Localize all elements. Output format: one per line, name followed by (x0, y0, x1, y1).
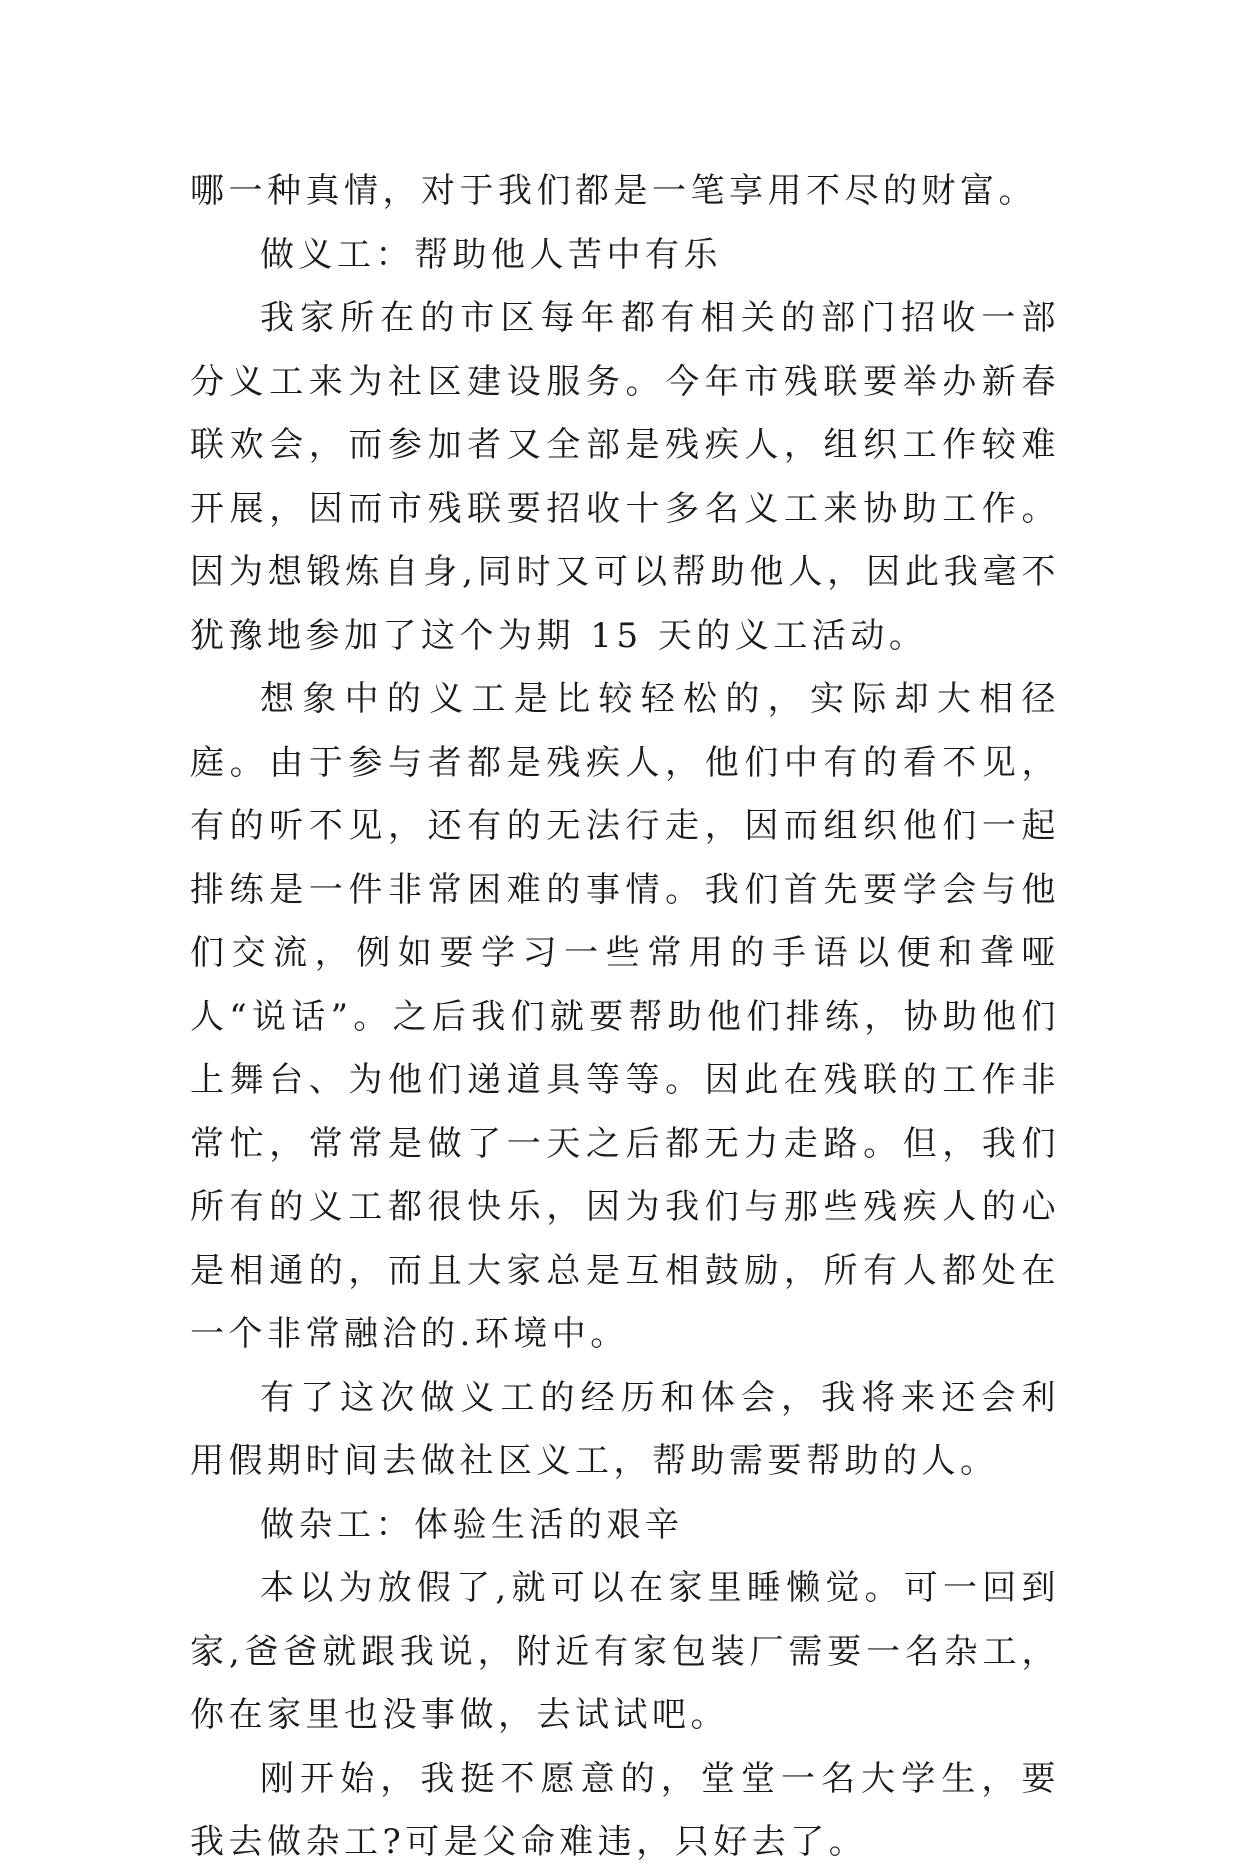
section-heading-volunteer: 做义工：帮助他人苦中有乐 (260, 234, 722, 275)
paragraph-odd-jobs-intro: 本以为放假了,就可以在家里睡懒觉。可一回到家,爸爸就跟我说，附近有家包装厂需要一名杂工，你在家里也没事做，去试试吧。 (190, 1568, 1060, 1735)
paragraph-odd-jobs-start: 刚开始，我挺不愿意的，堂堂一名大学生，要我去做杂工?可是父命难违，只好去了。 (190, 1758, 1060, 1862)
section-heading-odd-jobs: 做杂工：体验生活的艰辛 (260, 1504, 684, 1545)
document-page (190, 160, 1060, 1862)
paragraph-volunteer-intro: 我家所在的市区每年都有相关的部门招收一部分义工来为社区建设服务。今年市残联要举办新春联欢会，而参加者又全部是残疾人，组织工作较难开展，因而市残联要招收十多名义工来协助工作。因为想锻炼自身,同时又可以帮助他人，因此我毫不犹豫地参加了这个为期 15 天的义工活动。 (190, 298, 1060, 656)
paragraph-continuation: 哪一种真情，对于我们都是一笔享用不尽的财富。 (190, 171, 1037, 211)
paragraph-volunteer-experience: 想象中的义工是比较轻松的，实际却大相径庭。由于参与者都是残疾人，他们中有的看不见，有的听不见，还有的无法行走，因而组织他们一起排练是一件非常困难的事情。我们首先要学会与他们交流，例如要学习一些常用的手语以便和聋哑人“说话”。之后我们就要帮助他们排练，协助他们上舞台、为他们递道具等等。因此在残联的工作非常忙，常常是做了一天之后都无力走路。但，我们所有的义工都很快乐，因为我们与那些残疾人的心是相通的，而且大家总是互相鼓励，所有人都处在一个非常融洽的.环境中。 (190, 679, 1060, 1354)
paragraph-volunteer-conclusion: 有了这次做义工的经历和体会，我将来还会利用假期时间去做社区义工，帮助需要帮助的人。 (190, 1377, 1060, 1481)
